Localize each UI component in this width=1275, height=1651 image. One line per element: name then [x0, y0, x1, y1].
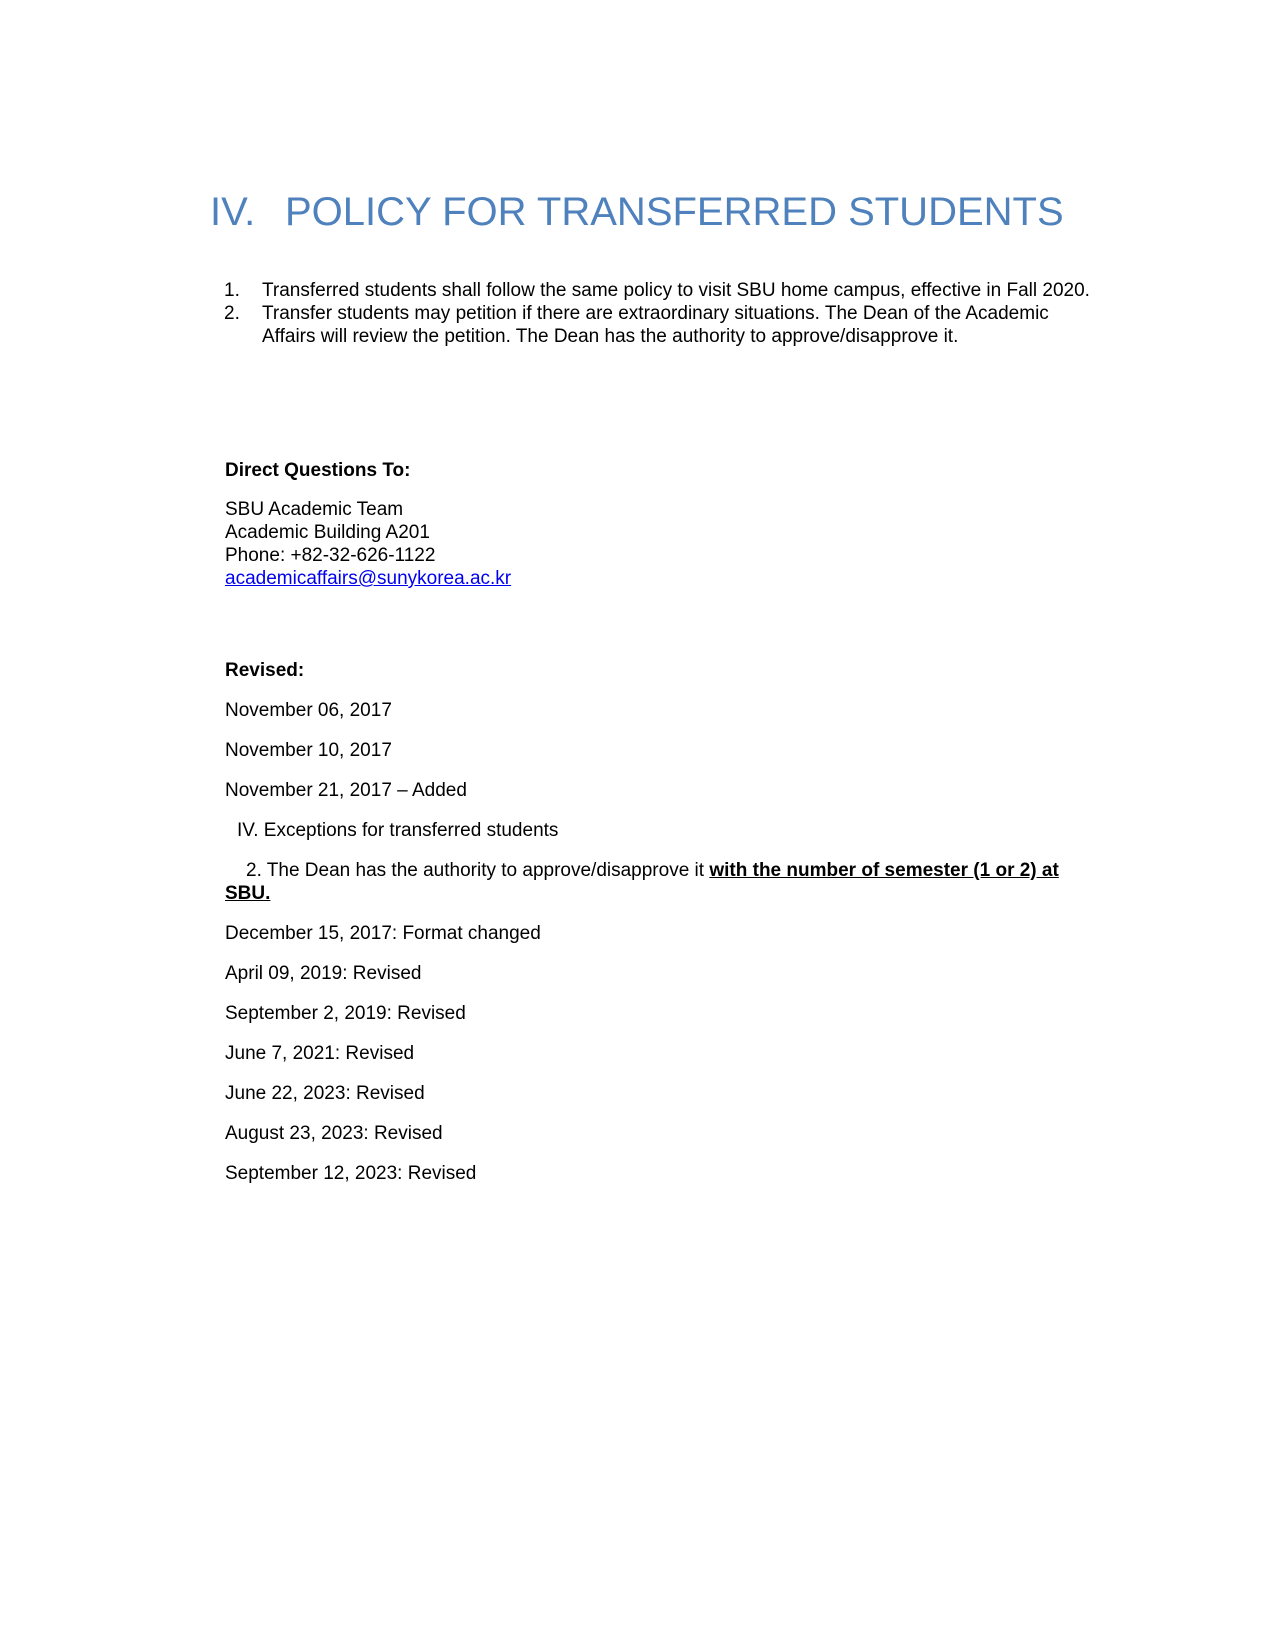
revision-history	[225, 659, 1105, 1202]
contact-team: SBU Academic Team	[225, 499, 404, 520]
contact-phone: Phone: +82-32-626-1122	[225, 545, 436, 566]
revision-added-item-text: 2. The Dean has the authority to approve/disapprove it	[246, 860, 710, 881]
revision-entry: June 7, 2021: Revised	[225, 1043, 415, 1064]
contact-building: Academic Building A201	[225, 522, 430, 543]
contact-email-link[interactable]: academicaffairs@sunykorea.ac.kr	[225, 568, 512, 589]
contact-heading: Direct Questions To:	[225, 460, 411, 481]
section-heading	[210, 186, 1064, 238]
policy-list	[224, 279, 1104, 348]
policy-item	[224, 279, 1104, 302]
revision-entry: November 10, 2017	[225, 740, 392, 761]
revision-entry: August 23, 2023: Revised	[225, 1123, 443, 1144]
revision-added-item	[225, 859, 1105, 905]
revisions-heading: Revised:	[225, 660, 305, 681]
policy-item-number: 2.	[224, 303, 240, 324]
contact-block	[225, 498, 511, 590]
revision-entry: June 22, 2023: Revised	[225, 1083, 425, 1104]
revision-entry: September 12, 2023: Revised	[225, 1163, 477, 1184]
policy-item	[224, 302, 1104, 348]
policy-item-number: 1.	[224, 280, 240, 301]
revision-entry: April 09, 2019: Revised	[225, 963, 422, 984]
revision-entry: December 15, 2017: Format changed	[225, 923, 541, 944]
section-title: POLICY FOR TRANSFERRED STUDENTS	[285, 190, 1064, 234]
revision-entry: November 06, 2017	[225, 700, 392, 721]
revision-entry: September 2, 2019: Revised	[225, 1003, 466, 1024]
revision-added-item-emphasis: with the number of semester (1 or 2) at SBU.	[225, 860, 1059, 904]
revision-entry: November 21, 2017 – Added	[225, 780, 467, 801]
section-number: IV.	[210, 190, 256, 234]
policy-item-text: Transferred students shall follow the same policy to visit SBU home campus, effective in Fall 2020.	[262, 280, 1090, 301]
revision-added-section: IV. Exceptions for transferred students	[237, 820, 559, 841]
policy-item-text: Transfer students may petition if there are extraordinary situations. The Dean of the Academic Affairs will review the petition. The Dean has the authority to approve/disapprove it.	[262, 303, 1049, 347]
